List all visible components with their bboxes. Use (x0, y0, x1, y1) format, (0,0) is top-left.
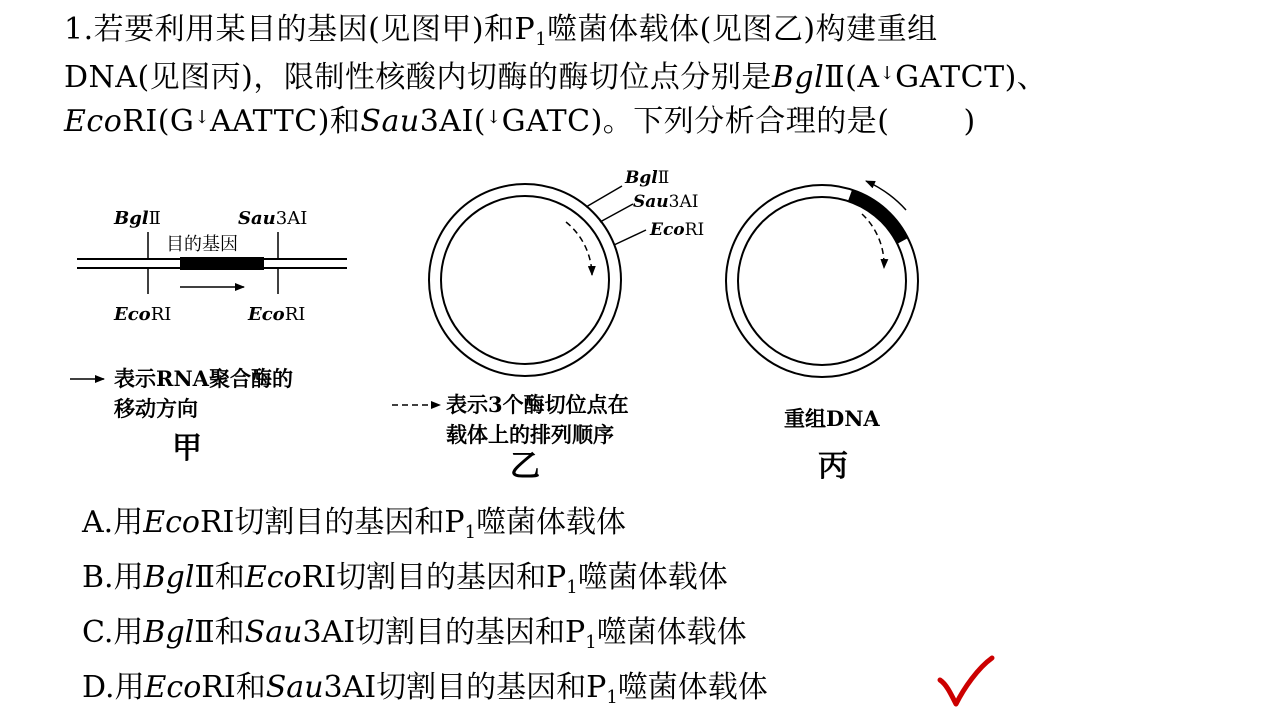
enzyme-suffix: RⅠ (201, 670, 236, 705)
bglii-pointer (586, 186, 622, 207)
option-text: 和 (214, 615, 245, 650)
bglii-label: BglⅡ (114, 208, 161, 229)
enzyme-name: Eco (64, 104, 123, 139)
option-c[interactable] (82, 613, 747, 653)
enzyme-name: Bgl (143, 560, 195, 595)
ecori-pointer (614, 230, 646, 245)
cut-arrow-icon: ↓ (194, 107, 210, 128)
option-text: 和 (214, 560, 245, 595)
inserted-gene-block (848, 190, 908, 244)
option-text: 噬菌体载体 (476, 505, 627, 540)
option-label: A.用 (82, 505, 144, 540)
question-text: 若要利用某目的基因(见图甲)和P (93, 12, 536, 47)
option-text: 切割目的基因和P (376, 670, 607, 705)
question-text: DNA(见图丙)，限制性核酸内切酶的酶切位点分别是 (64, 60, 772, 95)
ecori-right-label: EcoRⅠ (248, 304, 306, 325)
legend-text-1: 表示3个酶切位点在 (446, 392, 629, 417)
sau3ai-label: Sau3AⅠ (238, 208, 308, 229)
option-text: 噬菌体载体 (577, 560, 728, 595)
enzyme-name: Sau (265, 670, 324, 705)
enzyme-name: Bgl (771, 60, 825, 95)
site-order-arrow (566, 222, 592, 275)
enzyme-suffix: Ⅱ (194, 560, 215, 595)
cut-arrow-icon: ↓ (486, 107, 502, 128)
enzyme-suffix: 3AⅠ (323, 670, 377, 705)
option-label: C.用 (82, 615, 144, 650)
target-gene-label: 目的基因 (166, 234, 238, 255)
caption-bing: 丙 (818, 449, 848, 484)
question-number: 1. (64, 12, 94, 47)
legend-text-2: 载体上的排列顺序 (446, 422, 614, 447)
option-text: 和 (235, 670, 266, 705)
cut-site: AATTC)和 (209, 104, 361, 139)
figure-bing (726, 181, 918, 484)
option-b[interactable] (82, 558, 728, 598)
subscript: 1 (566, 577, 578, 598)
legend-text-2: 移动方向 (114, 396, 198, 421)
subscript: 1 (464, 522, 477, 543)
checkmark-icon (936, 654, 996, 710)
cut-site: (G (157, 104, 195, 139)
plasmid-outer-ring (429, 184, 621, 376)
caption-jia: 甲 (172, 431, 202, 466)
figure-yi (392, 168, 704, 484)
sau3ai-pointer (600, 204, 633, 222)
sau3ai-label: Sau3AⅠ (633, 192, 699, 212)
option-label: B.用 (82, 560, 144, 595)
bglii-label: BglⅡ (625, 168, 670, 188)
cut-site: (A (845, 60, 880, 95)
enzyme-name: Eco (143, 505, 200, 540)
option-label: D.用 (82, 670, 145, 705)
legend-text-1: 表示RNA聚合酶的 (114, 366, 293, 391)
option-text: 切割目的基因和P (355, 615, 586, 650)
enzyme-suffix: RⅠ (301, 560, 337, 595)
enzyme-name: Eco (244, 560, 302, 595)
option-a[interactable] (82, 503, 626, 543)
enzyme-suffix: RⅠ (199, 505, 235, 540)
subscript: 1 (585, 632, 597, 653)
subscript: 1 (535, 29, 548, 50)
enzyme-name: Bgl (143, 615, 195, 650)
option-d[interactable] (82, 668, 768, 708)
target-gene-block (180, 257, 264, 270)
enzyme-suffix: 3AⅠ (419, 104, 474, 139)
enzyme-name: Eco (144, 670, 202, 705)
enzyme-suffix: RⅠ (122, 104, 158, 139)
subscript: 1 (606, 687, 618, 708)
option-text: 切割目的基因和P (234, 505, 465, 540)
option-text: 切割目的基因和P (336, 560, 567, 595)
cut-site: GATC)。下列分析合理的是( (501, 104, 890, 139)
enzyme-name: Sau (244, 615, 303, 650)
plasmid-inner-ring (441, 196, 609, 364)
enzyme-suffix: Ⅱ (824, 60, 846, 95)
figure-jia (70, 208, 347, 466)
ecori-label: EcoRⅠ (650, 220, 705, 240)
blank-close: ) (963, 104, 976, 139)
option-text: 噬菌体载体 (617, 670, 768, 705)
enzyme-suffix: Ⅱ (194, 615, 215, 650)
recombinant-dna-label: 重组DNA (784, 406, 880, 431)
ecori-left-label: EcoRⅠ (114, 304, 172, 325)
recombinant-inner-ring (738, 197, 906, 365)
cut-site: ( (473, 104, 487, 139)
cut-site: GATCT)、 (895, 60, 1048, 95)
option-text: 噬菌体载体 (596, 615, 747, 650)
enzyme-name: Sau (360, 104, 420, 139)
caption-yi: 乙 (510, 449, 540, 484)
cut-arrow-icon: ↓ (879, 63, 896, 84)
enzyme-suffix: 3AⅠ (302, 615, 356, 650)
question-text: 噬菌体载体(见图乙)构建重组 (547, 12, 938, 47)
